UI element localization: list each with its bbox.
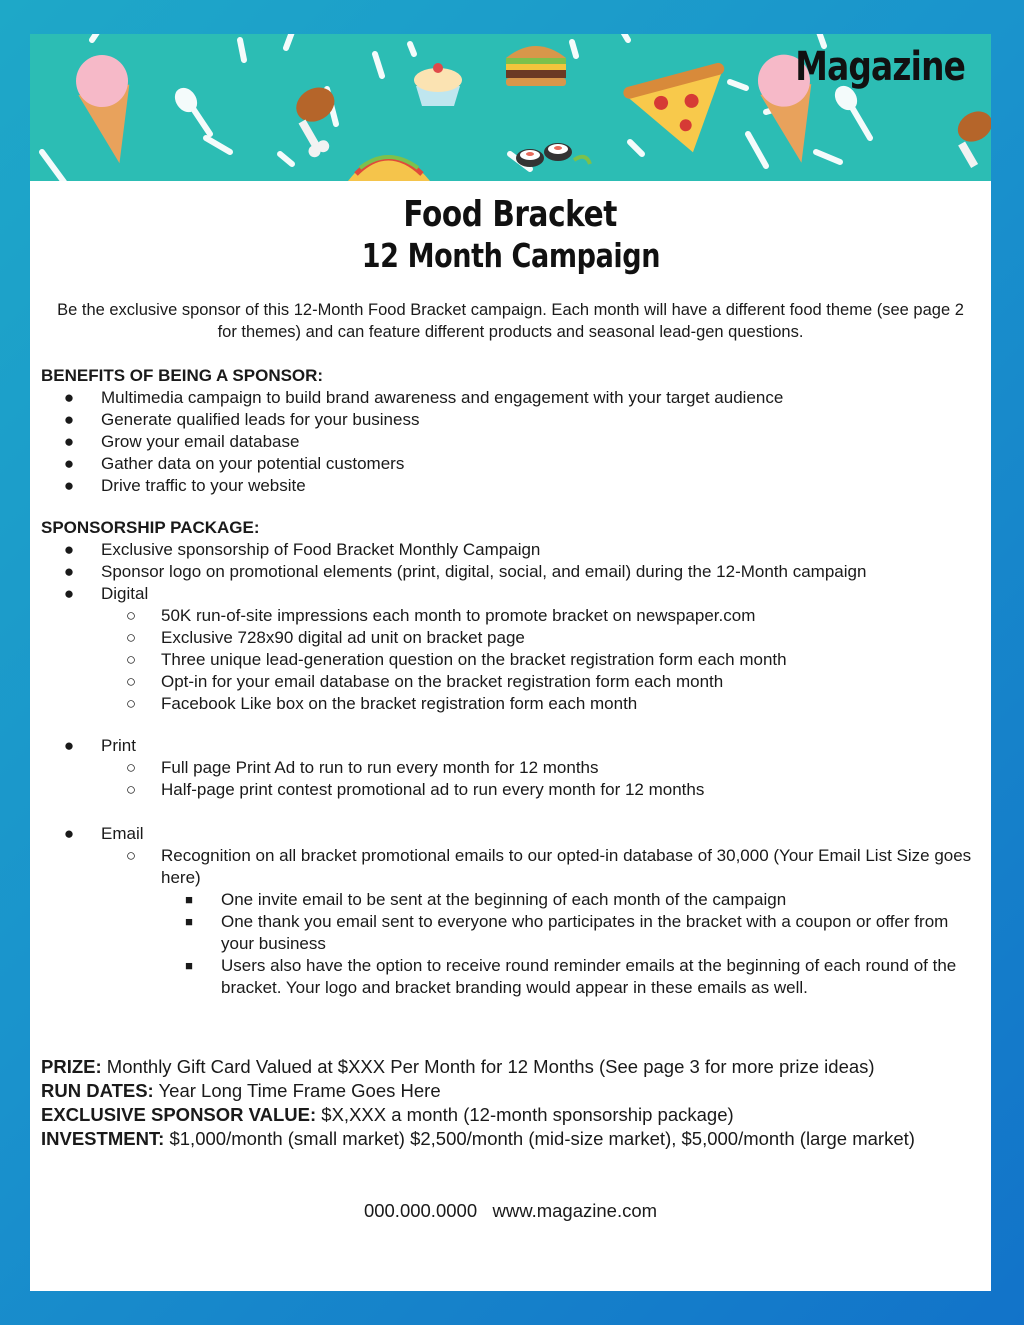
- package-heading: SPONSORSHIP PACKAGE:: [41, 518, 260, 537]
- list-subitem: ○ Full page Print Ad to run to run every month for 12 months: [125, 758, 599, 777]
- list-subitem: ○ Three unique lead-generation question on the bracket registration form each month: [125, 650, 787, 669]
- list-subitem: ○ Opt-in for your email database on the bracket registration form each month: [125, 672, 724, 691]
- list-subsubitem: ■ One thank you email sent to everyone who participates in the bracket with a coupon or offer from your business: [185, 912, 949, 953]
- list-subsubitem: ■ Users also have the option to receive round reminder emails at the beginning of each round of the bracket. Your logo and bracket branding would appear in these emails as well.: [185, 956, 957, 997]
- title-block: [30, 194, 991, 276]
- list-subitem: ○ Facebook Like box on the bracket registration form each month: [125, 694, 638, 713]
- flyer-page: [30, 34, 991, 1291]
- list-subitem: ○ 50K run-of-site impressions each month to promote bracket on newspaper.com: [125, 606, 756, 625]
- food-banner: [30, 34, 991, 181]
- list-item: ● Exclusive sponsorship of Food Bracket Monthly Campaign: [63, 540, 541, 559]
- investment-line: INVESTMENT: $1,000/month (small market) $2,500/month (mid-size market), $5,000/month (large market): [41, 1128, 915, 1149]
- list-subsubitem: ■ One invite email to be sent at the beginning of each month of the campaign: [185, 890, 787, 909]
- list-item-digital: ● Digital: [63, 584, 149, 603]
- list-item: ● Generate qualified leads for your business: [63, 410, 420, 429]
- list-item: ● Grow your email database: [63, 432, 300, 451]
- list-item: ● Gather data on your potential customers: [63, 454, 405, 473]
- page-title: Food Bracket: [403, 194, 618, 235]
- email-list: [41, 823, 976, 999]
- benefits-list: [41, 387, 976, 497]
- list-item: ● Drive traffic to your website: [63, 476, 306, 495]
- main-content: [41, 365, 976, 999]
- list-item-email: ● Email: [63, 824, 144, 843]
- list-item: ● Sponsor logo on promotional elements (print, digital, social, and email) during the 12-Month campaign: [63, 562, 867, 581]
- package-list: [41, 539, 976, 715]
- contact-line: [30, 1200, 991, 1222]
- list-subitem: ○ Half-page print contest promotional ad to run every month for 12 months: [125, 780, 705, 799]
- run-dates-line: RUN DATES: Year Long Time Frame Goes Here: [41, 1080, 441, 1101]
- benefits-heading: BENEFITS OF BEING A SPONSOR:: [41, 366, 324, 385]
- list-item-print: ● Print: [63, 736, 136, 755]
- sponsor-value-line: EXCLUSIVE SPONSOR VALUE: $X,XXX a month (12-month sponsorship package): [41, 1104, 734, 1125]
- print-list: [41, 735, 976, 801]
- list-item: ● Multimedia campaign to build brand awareness and engagement with your target audience: [63, 388, 784, 407]
- list-subitem: ○ Exclusive 728x90 digital ad unit on bracket page: [125, 628, 525, 647]
- campaign-details: [41, 1055, 976, 1151]
- website-link[interactable]: www.magazine.com: [492, 1200, 658, 1221]
- phone-number: 000.000.0000: [363, 1200, 478, 1221]
- prize-line: PRIZE: Monthly Gift Card Valued at $XXX Per Month for 12 Months (See page 3 for more prize ideas): [41, 1056, 875, 1077]
- intro-paragraph: Be the exclusive sponsor of this 12-Month Food Bracket campaign. Each month will have a different food theme (see page 2 for themes) and can feature different products and seasonal lead-gen questions.: [57, 301, 964, 341]
- list-subitem: ○ Recognition on all bracket promotional emails to our opted-in database of 30,000 (Your Email List Size goes here): [125, 846, 972, 887]
- page-subtitle: 12 Month Campaign: [361, 236, 660, 275]
- brand-logo: Magazine: [795, 44, 965, 90]
